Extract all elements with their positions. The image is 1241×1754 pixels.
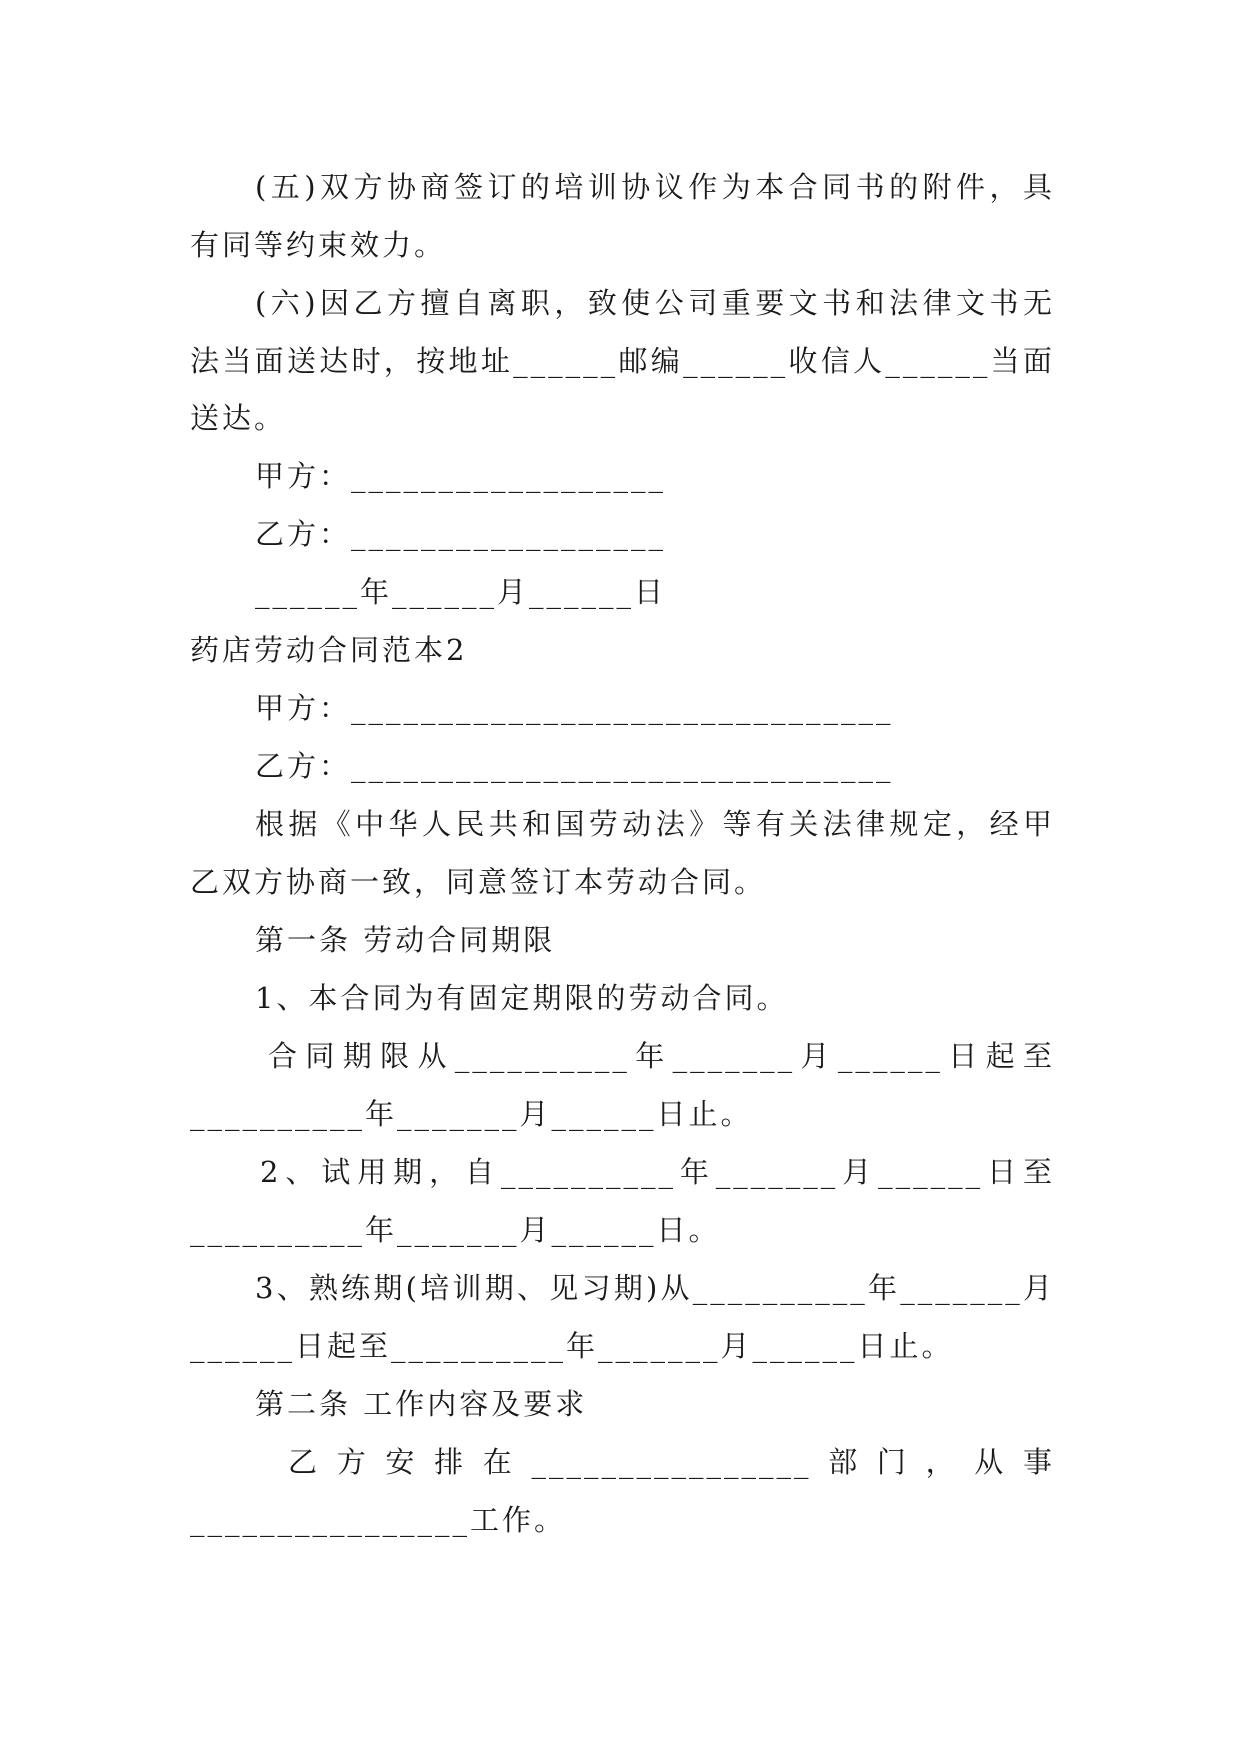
article-1-item-1: 1、本合同为有固定期限的劳动合同。	[255, 981, 789, 1015]
preamble-line-2: 乙双方协商一致，同意签订本劳动合同。	[190, 865, 767, 899]
signature-date: ______年______月______日	[255, 575, 667, 609]
probation-line-2: __________年_______月______日。	[190, 1213, 721, 1247]
job-assignment-line-2: ________________工作。	[190, 1503, 567, 1537]
party-a-field: 甲方：_______________________________	[255, 691, 894, 725]
party-a-signature: 甲方：__________________	[255, 459, 667, 493]
contract-term-line-1: 合同期限从__________年_______月______日起至	[268, 1039, 1055, 1073]
job-assignment-line-1: 乙方安排在________________部门，从事	[288, 1445, 1055, 1479]
clause-6-line-1: (六)因乙方擅自离职，致使公司重要文书和法律文书无	[255, 286, 1055, 320]
training-period-line-1: 3、熟练期(培训期、见习期)从__________年_______月	[255, 1271, 1055, 1305]
contract-term-line-2: __________年_______月______日止。	[190, 1097, 753, 1131]
party-b-field: 乙方：_______________________________	[255, 749, 894, 783]
clause-6-line-3: 送达。	[190, 401, 287, 435]
clause-5-line-2: 有同等约束效力。	[190, 228, 447, 262]
preamble-line-1: 根据《中华人民共和国劳动法》等有关法律规定，经甲	[255, 807, 1055, 841]
clause-6-line-2: 法当面送达时，按地址______邮编______收信人______当面	[190, 344, 1055, 378]
clause-5-line-1: (五)双方协商签订的培训协议作为本合同书的附件，具	[255, 170, 1055, 204]
section-title: 药店劳动合同范本2	[190, 633, 468, 667]
article-2-heading: 第二条 工作内容及要求	[255, 1387, 588, 1421]
party-b-signature: 乙方：__________________	[255, 517, 667, 551]
probation-line-1: 2、试用期，自__________年_______月______日至	[260, 1155, 1055, 1189]
article-1-heading: 第一条 劳动合同期限	[255, 923, 556, 957]
training-period-line-2: ______日起至__________年_______月______日止。	[190, 1329, 954, 1363]
